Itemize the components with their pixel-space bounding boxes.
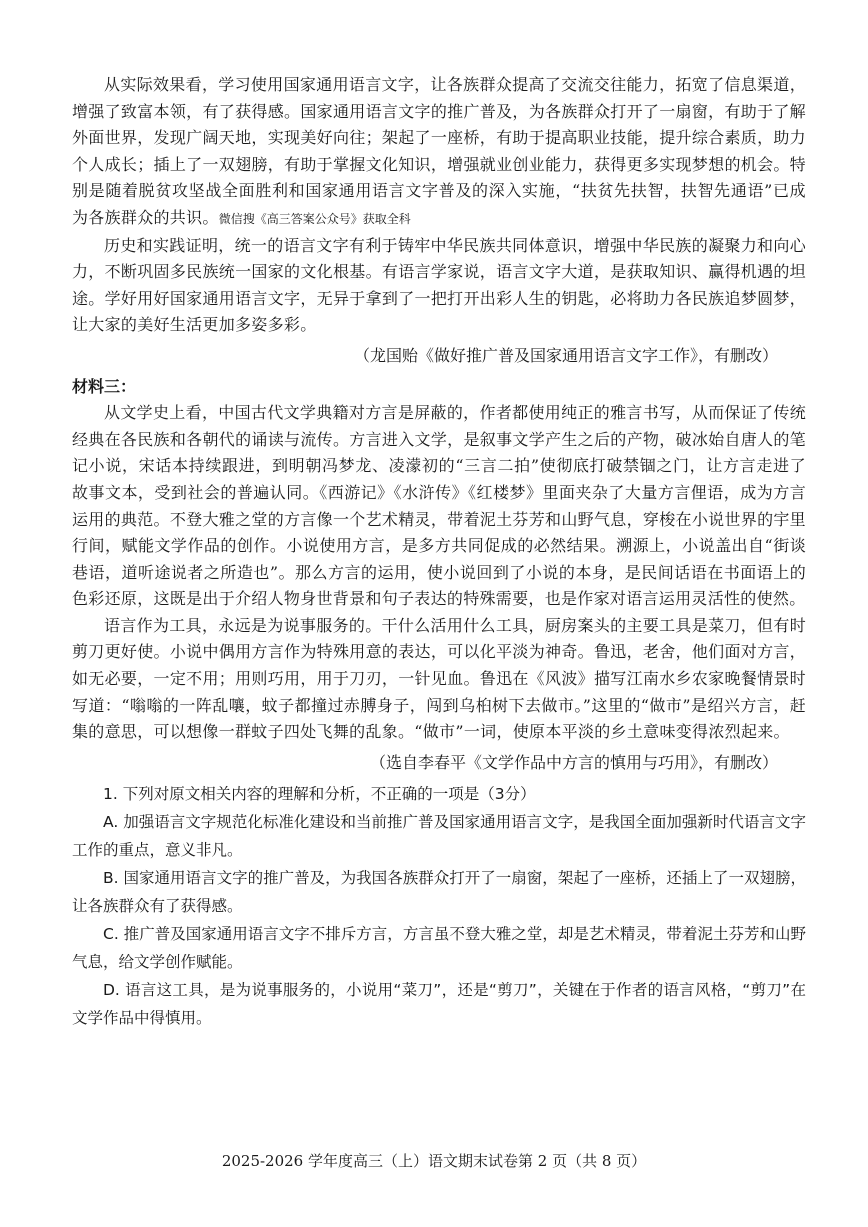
material2-source: （龙国贻《做好推广普及国家通用语言文字工作》，有删改） xyxy=(353,345,778,365)
question-1-option-d: D. 语言这工具，是为说事服务的，小说用“菜刀”，还是“剪刀”，关键在于作者的语言风格，“剪刀”在文学作品中得慎用。 xyxy=(72,981,806,1028)
material3-heading: 材料三： xyxy=(72,376,137,396)
material2-paragraph-1 xyxy=(72,72,806,233)
question-1 xyxy=(72,780,806,1032)
watermark-text: 微信搜《高三答案公众号》获取全科 xyxy=(218,211,411,226)
material2-paragraph-2: 历史和实践证明，统一的语言文字有利于铸牢中华民族共同体意识，增强中华民族的凝聚力和向心力，不断巩固多民族统一国家的文化根基。有语言学家说，语言文字大道，是获取知识、赢得机遇的坦途。学好用好国家通用语言文字，无异于拿到了一把打开出彩人生的钥匙，必将助力各民族追梦圆梦，让大家的美好生活更加多姿多彩。 xyxy=(72,235,806,335)
page-footer: 2025-2026 学年度高三（上）语文期末试卷第 2 页（共 8 页） xyxy=(221,1152,647,1170)
page-content xyxy=(72,72,806,1032)
material3-paragraph-1: 从文学史上看，中国古代文学典籍对方言是屏蔽的，作者都使用纯正的雅言书写，从而保证了传统经典在各民族和各朝代的诵读与流传。方言进入文学，是叙事文学产生之后的产物，破冰始自唐人的笔记小说，宋话本持续跟进，到明朝冯梦龙、凌濛初的“三言二拍”使彻底打破禁锢之门，让方言走进了故事文本，受到社会的普遍认同。《西游记》《水浒传》《红楼梦》里面夹杂了大量方言俚语，成为方言运用的典范。不登大雅之堂的方言像一个艺术精灵，带着泥土芬芳和山野气息，穿梭在小说世界的宇里行间，赋能文学作品的创作。小说使用方言，是多方共同促成的必然结果。溯源上，小说盖出自“街谈巷语，道听途说者之所造也”。那么方言的运用，使小说回到了小说的本身，是民间话语在书面语上的色彩还原，这既是出于介绍人物身世背景和句子表达的特殊需要，也是作家对语言运用灵活性的使然。 xyxy=(72,403,806,609)
question-1-option-a: A. 加强语言文字规范化标准化建设和当前推广普及国家通用语言文字，是我国全面加强新时代语言文字工作的重点，意义非凡。 xyxy=(72,813,806,860)
material2-paragraph-1-text: 从实际效果看，学习使用国家通用语言文字，让各族群众提高了交流交往能力，拓宽了信息渠道，增强了致富本领，有了获得感。国家通用语言文字的推广普及，为各族群众打开了一扇窗，有助于了解外面世界，发现广阔天地，实现美好向往；架起了一座桥，有助于提高职业技能，提升综合素质，助力个人成长；插上了一双翅膀，有助于掌握文化知识，增强就业创业能力，获得更多实现梦想的机会。特别是随着脱贫攻坚战全面胜利和国家通用语言文字普及的深入实施，“扶贫先扶智，扶智先通语”已成为各族群众的共识。 xyxy=(72,75,806,227)
question-1-option-c: C. 推广普及国家通用语言文字不排斥方言，方言虽不登大雅之堂，却是艺术精灵，带着泥土芬芳和山野气息，给文学创作赋能。 xyxy=(72,925,806,972)
material3-paragraph-2: 语言作为工具，永远是为说事服务的。干什么活用什么工具，厨房案头的主要工具是菜刀，但有时剪刀更好使。小说中偶用方言作为特殊用意的表达，可以化平淡为神奇。鲁迅，老舍，他们面对方言，如无必要，一定不用；用则巧用，用于刀刃，一针见血。鲁迅在《风波》描写江南水乡农家晚餐情景时写道：“嗡嗡的一阵乱嚷，蚊子都撞过赤膊身子，闯到乌桕树下去做市。”这里的“做市”是绍兴方言，赶集的意思，可以想像一群蚊子四处飞舞的乱象。“做市”一词，使原本平淡的乡土意味变得浓烈起来。 xyxy=(72,615,806,742)
question-1-stem: 1. 下列对原文相关内容的理解和分析，不正确的一项是（3分） xyxy=(103,785,536,804)
question-1-option-b: B. 国家通用语言文字的推广普及，为我国各族群众打开了一扇窗，架起了一座桥，还插上了一双翅膀，让各族群众有了获得感。 xyxy=(72,869,806,916)
material3-source: （选自李春平《文学作品中方言的慎用与巧用》，有删改） xyxy=(369,752,778,772)
